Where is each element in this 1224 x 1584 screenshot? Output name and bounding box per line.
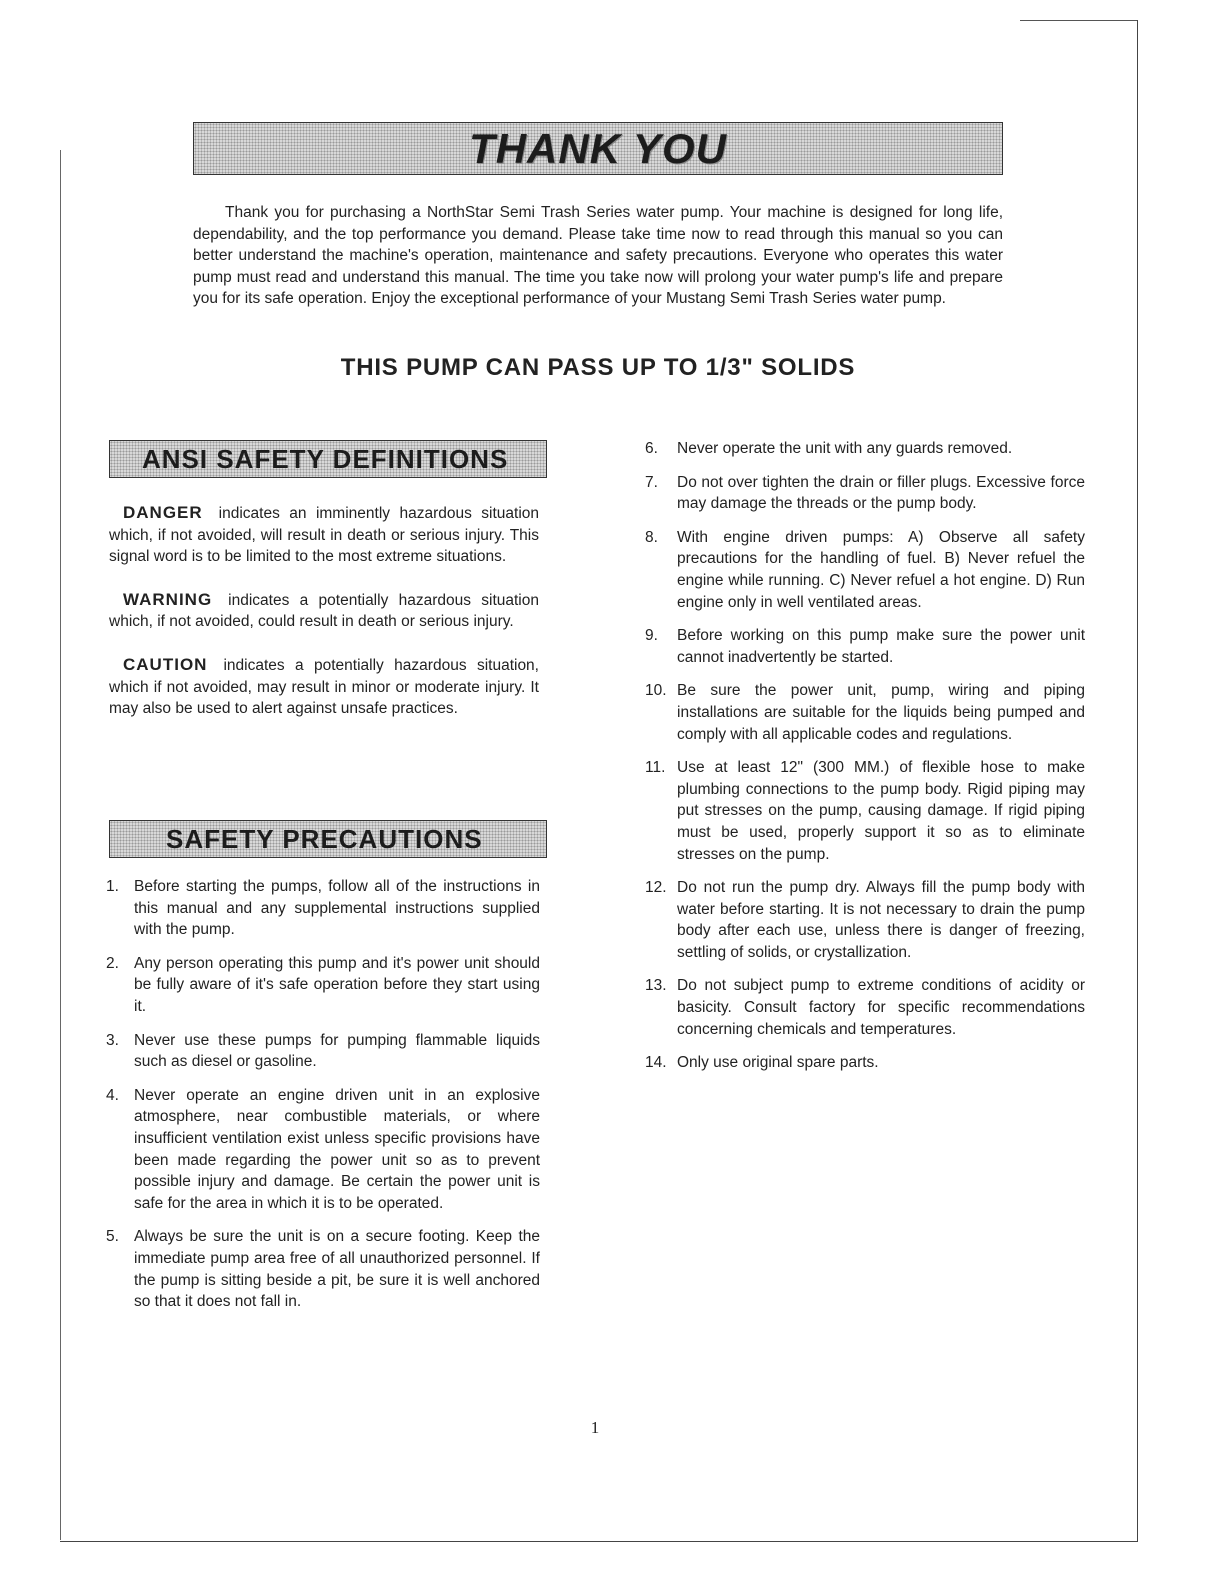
item-text: Always be sure the unit is on a secure footing. Keep the immediate pump area free of all unauthorized personnel. If the pump is sitting beside a pit, be sure it is well anchored so that it does not fall in.: [134, 1228, 540, 1311]
page-number: 1: [590, 1418, 600, 1437]
item-text: Do not over tighten the drain or filler plugs. Excessive force may damage the threads or the pump body.: [677, 473, 1085, 513]
precautions-list-left: [106, 876, 540, 1325]
intro-paragraph: Thank you for purchasing a NorthStar Semi Trash Series water pump. Your machine is designed for long life, dependability, and the top performance you demand. Please take time now to read through this manual so you can better understand the machine's operation, maintenance and safety precautions. Everyone who operates this water pump must read and understand this manual. The time you take now will prolong your water pump's life and prepare you for its safe operation. Enjoy the exceptional performance of your Mustang Semi Trash Series water pump.: [193, 204, 1003, 308]
item-number: 12.: [645, 879, 667, 897]
ansi-definitions-title: ANSI SAFETY DEFINITIONS: [142, 444, 509, 474]
item-number: 9.: [645, 627, 658, 645]
list-item: [645, 1052, 1085, 1074]
definition-word: WARNING: [123, 589, 213, 609]
item-number: 3.: [106, 1031, 119, 1049]
list-item: [645, 975, 1085, 1040]
item-text: Never operate an engine driven unit in an explosive atmosphere, near combustible materials, or where insufficient ventilation exist unless specific provisions have been made regarding the power unit so as to prevent possible injury and damage. Be certain the power unit is safe for the area in which it is to be operated.: [134, 1086, 540, 1212]
item-number: 8.: [645, 528, 658, 546]
list-item: [645, 438, 1085, 460]
item-number: 13.: [645, 977, 667, 995]
item-text: Do not subject pump to extreme conditions of acidity or basicity. Consult factory for specific recommendations concerning chemicals and temperatures.: [677, 977, 1085, 1038]
item-text: Never operate the unit with any guards removed.: [677, 440, 1013, 457]
page-border-bottom: [60, 1541, 1138, 1542]
item-text: Before working on this pump make sure the power unit cannot inadvertently be started.: [677, 627, 1085, 666]
item-text: Be sure the power unit, pump, wiring and piping installations are suitable for the liquids being pumped and comply with all applicable codes and regulations.: [677, 682, 1085, 743]
item-text: Use at least 12" (300 MM.) of flexible hose to make plumbing connections to the pump body. Rigid piping may put stresses on the pump, causing damage. If rigid piping must be used, properly support it so as to eliminate stresses on the pump.: [677, 759, 1085, 863]
list-item: [106, 876, 540, 941]
safety-precautions-banner: [109, 820, 547, 858]
item-number: 10.: [645, 682, 667, 700]
page-border-right: [1137, 20, 1138, 1542]
definition-warning: [109, 589, 539, 633]
item-number: 4.: [106, 1086, 119, 1104]
list-item: [106, 953, 540, 1018]
item-text: Do not run the pump dry. Always fill the pump body with water before starting. It is not necessary to drain the pump body after each use, unless there is danger of freezing, settling of solids, or crystallization.: [677, 879, 1085, 961]
definition-word: CAUTION: [123, 654, 208, 674]
item-number: 5.: [106, 1228, 119, 1246]
item-number: 6.: [645, 440, 658, 457]
list-item: [106, 1226, 540, 1312]
page-border-top: [1020, 20, 1138, 21]
item-text: Only use original spare parts.: [677, 1054, 879, 1072]
list-item: [645, 625, 1085, 668]
list-item: [645, 680, 1085, 745]
list-item: [645, 527, 1085, 613]
list-item: [645, 877, 1085, 963]
list-item: [645, 472, 1085, 515]
list-item: [645, 757, 1085, 865]
definition-word: DANGER: [123, 503, 203, 522]
safety-precautions-title: SAFETY PRECAUTIONS: [166, 824, 483, 854]
page-border-left: [60, 150, 61, 1540]
item-number: 7.: [645, 473, 658, 491]
item-text: Before starting the pumps, follow all of the instructions in this manual and any supplemental instructions supplied with the pump.: [134, 878, 540, 939]
definition-text: indicates a potentially hazardous situation which, if not avoided, could result in death or serious injury.: [109, 591, 539, 631]
definition-caution: [109, 654, 539, 720]
item-number: 2.: [106, 954, 119, 972]
item-number: 11.: [645, 759, 666, 777]
thank-you-banner: [193, 122, 1003, 175]
item-number: 1.: [106, 878, 119, 895]
definition-text: indicates an imminently hazardous situation which, if not avoided, will result in death or serious injury. This signal word is to be limited to the most extreme situations.: [109, 505, 539, 566]
definition-danger: [109, 502, 539, 568]
list-item: [106, 1030, 540, 1073]
item-number: 14.: [645, 1054, 667, 1072]
thank-you-title: THANK YOU: [469, 125, 727, 172]
definition-text: indicates a potentially hazardous situation, which if not avoided, may result in minor or moderate injury. It may also be used to alert against unsafe practices.: [109, 656, 539, 718]
item-text: With engine driven pumps: A) Observe all safety precautions for the handling of fuel. B) Never refuel the engine while running. C) Never refuel a hot engine. D) Run engine only in well ventilated areas.: [677, 528, 1085, 611]
precautions-list-right: [645, 438, 1085, 1086]
ansi-definitions-banner: [109, 440, 547, 478]
solids-headline: THIS PUMP CAN PASS UP TO 1/3" SOLIDS: [340, 354, 856, 381]
list-item: [106, 1085, 540, 1215]
definitions-section: [109, 502, 539, 741]
item-text: Never use these pumps for pumping flammable liquids such as diesel or gasoline.: [134, 1031, 540, 1071]
item-text: Any person operating this pump and it's power unit should be fully aware of it's safe operation before they start using it.: [134, 954, 540, 1015]
